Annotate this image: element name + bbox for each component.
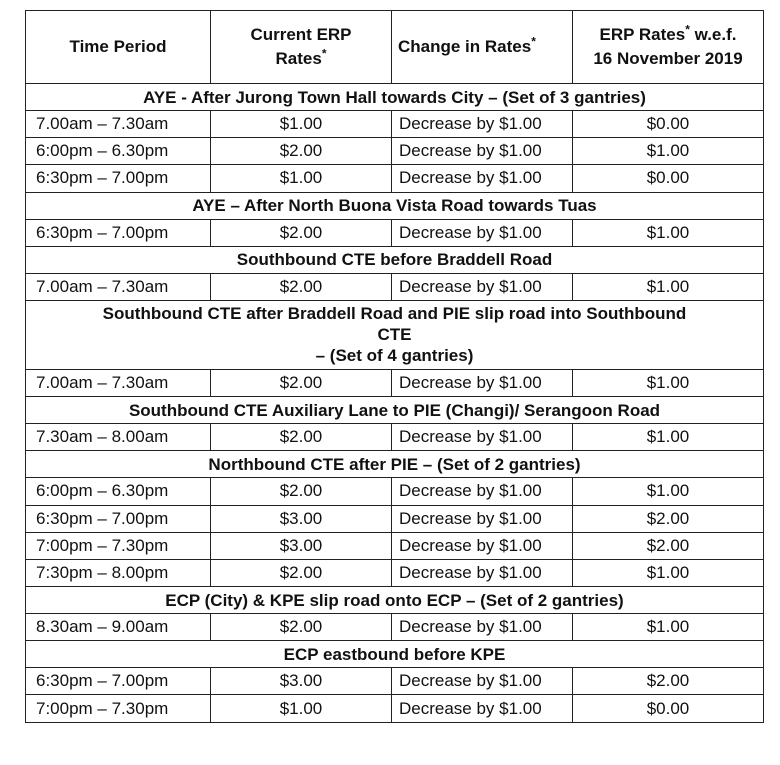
table-row	[26, 111, 764, 138]
section-title: ECP eastbound before KPE	[26, 641, 764, 668]
section-header-row	[26, 641, 764, 668]
new-rate-cell: $2.00	[573, 532, 764, 559]
time-period-cell: 6:30pm – 7.00pm	[26, 219, 211, 246]
section-title	[26, 300, 764, 369]
time-period-cell: 7.00am – 7.30am	[26, 273, 211, 300]
rate-change-cell: Decrease by $1.00	[392, 668, 573, 695]
new-rate-cell: $0.00	[573, 695, 764, 722]
header-current-rates: Current ERP Rates*	[211, 11, 392, 84]
section-title: AYE – After North Buona Vista Road towards Tuas	[26, 192, 764, 219]
new-rate-cell: $1.00	[573, 219, 764, 246]
table-row	[26, 424, 764, 451]
current-rate-cell: $2.00	[211, 138, 392, 165]
erp-rates-table	[25, 10, 764, 723]
current-rate-cell: $2.00	[211, 424, 392, 451]
section-title: AYE - After Jurong Town Hall towards City – (Set of 3 gantries)	[26, 84, 764, 111]
current-rate-cell: $2.00	[211, 614, 392, 641]
rate-change-cell: Decrease by $1.00	[392, 138, 573, 165]
section-title: Northbound CTE after PIE – (Set of 2 gantries)	[26, 451, 764, 478]
rate-change-cell: Decrease by $1.00	[392, 478, 573, 505]
current-rate-cell: $1.00	[211, 165, 392, 192]
current-rate-cell: $2.00	[211, 369, 392, 396]
time-period-cell: 7.00am – 7.30am	[26, 111, 211, 138]
current-rate-cell: $3.00	[211, 532, 392, 559]
table-row	[26, 559, 764, 586]
table-row	[26, 165, 764, 192]
table-row	[26, 369, 764, 396]
rate-change-cell: Decrease by $1.00	[392, 559, 573, 586]
section-title: Southbound CTE before Braddell Road	[26, 246, 764, 273]
new-rate-cell: $1.00	[573, 138, 764, 165]
new-rate-cell: $1.00	[573, 273, 764, 300]
table-row	[26, 138, 764, 165]
new-rate-cell: $2.00	[573, 505, 764, 532]
table-row	[26, 614, 764, 641]
new-rate-cell: $0.00	[573, 165, 764, 192]
section-header-row	[26, 192, 764, 219]
time-period-cell: 7.30am – 8.00am	[26, 424, 211, 451]
section-header-row	[26, 246, 764, 273]
table-row	[26, 505, 764, 532]
rate-change-cell: Decrease by $1.00	[392, 614, 573, 641]
time-period-cell: 6:30pm – 7.00pm	[26, 505, 211, 532]
new-rate-cell: $1.00	[573, 424, 764, 451]
section-title: Southbound CTE Auxiliary Lane to PIE (Changi)/ Serangoon Road	[26, 397, 764, 424]
new-rate-cell: $1.00	[573, 559, 764, 586]
table-row	[26, 668, 764, 695]
rate-change-cell: Decrease by $1.00	[392, 273, 573, 300]
header-new-rates: ERP Rates* w.e.f. 16 November 2019	[573, 11, 764, 84]
time-period-cell: 7:00pm – 7.30pm	[26, 532, 211, 559]
section-header-row	[26, 300, 764, 369]
section-header-row	[26, 451, 764, 478]
header-row	[26, 11, 764, 84]
current-rate-cell: $1.00	[211, 111, 392, 138]
table-row	[26, 219, 764, 246]
current-rate-cell: $2.00	[211, 273, 392, 300]
rate-change-cell: Decrease by $1.00	[392, 532, 573, 559]
section-header-row	[26, 397, 764, 424]
time-period-cell: 6:00pm – 6.30pm	[26, 478, 211, 505]
table-row	[26, 273, 764, 300]
table-row	[26, 478, 764, 505]
time-period-cell: 6:30pm – 7.00pm	[26, 165, 211, 192]
time-period-cell: 7.00am – 7.30am	[26, 369, 211, 396]
current-rate-cell: $1.00	[211, 695, 392, 722]
current-rate-cell: $2.00	[211, 559, 392, 586]
header-time-period: Time Period	[26, 11, 211, 84]
new-rate-cell: $2.00	[573, 668, 764, 695]
time-period-cell: 7:30pm – 8.00pm	[26, 559, 211, 586]
current-rate-cell: $2.00	[211, 219, 392, 246]
rate-change-cell: Decrease by $1.00	[392, 111, 573, 138]
new-rate-cell: $1.00	[573, 478, 764, 505]
table-row	[26, 532, 764, 559]
new-rate-cell: $1.00	[573, 614, 764, 641]
rate-change-cell: Decrease by $1.00	[392, 219, 573, 246]
rate-change-cell: Decrease by $1.00	[392, 424, 573, 451]
current-rate-cell: $2.00	[211, 478, 392, 505]
section-header-row	[26, 587, 764, 614]
rate-change-cell: Decrease by $1.00	[392, 369, 573, 396]
time-period-cell: 7:00pm – 7.30pm	[26, 695, 211, 722]
table-row	[26, 695, 764, 722]
section-title-line: – (Set of 4 gantries)	[315, 346, 474, 366]
current-rate-cell: $3.00	[211, 668, 392, 695]
section-title-line: Southbound CTE after Braddell Road and PIE slip road into Southbound	[102, 304, 687, 324]
section-title-line: CTE	[377, 325, 412, 345]
erp-table-body	[26, 84, 764, 723]
section-title: ECP (City) & KPE slip road onto ECP – (Set of 2 gantries)	[26, 587, 764, 614]
time-period-cell: 6:30pm – 7.00pm	[26, 668, 211, 695]
new-rate-cell: $0.00	[573, 111, 764, 138]
header-change-in-rates: Change in Rates*	[392, 11, 573, 84]
rate-change-cell: Decrease by $1.00	[392, 505, 573, 532]
new-rate-cell: $1.00	[573, 369, 764, 396]
current-rate-cell: $3.00	[211, 505, 392, 532]
rate-change-cell: Decrease by $1.00	[392, 695, 573, 722]
time-period-cell: 6:00pm – 6.30pm	[26, 138, 211, 165]
rate-change-cell: Decrease by $1.00	[392, 165, 573, 192]
section-header-row	[26, 84, 764, 111]
time-period-cell: 8.30am – 9.00am	[26, 614, 211, 641]
